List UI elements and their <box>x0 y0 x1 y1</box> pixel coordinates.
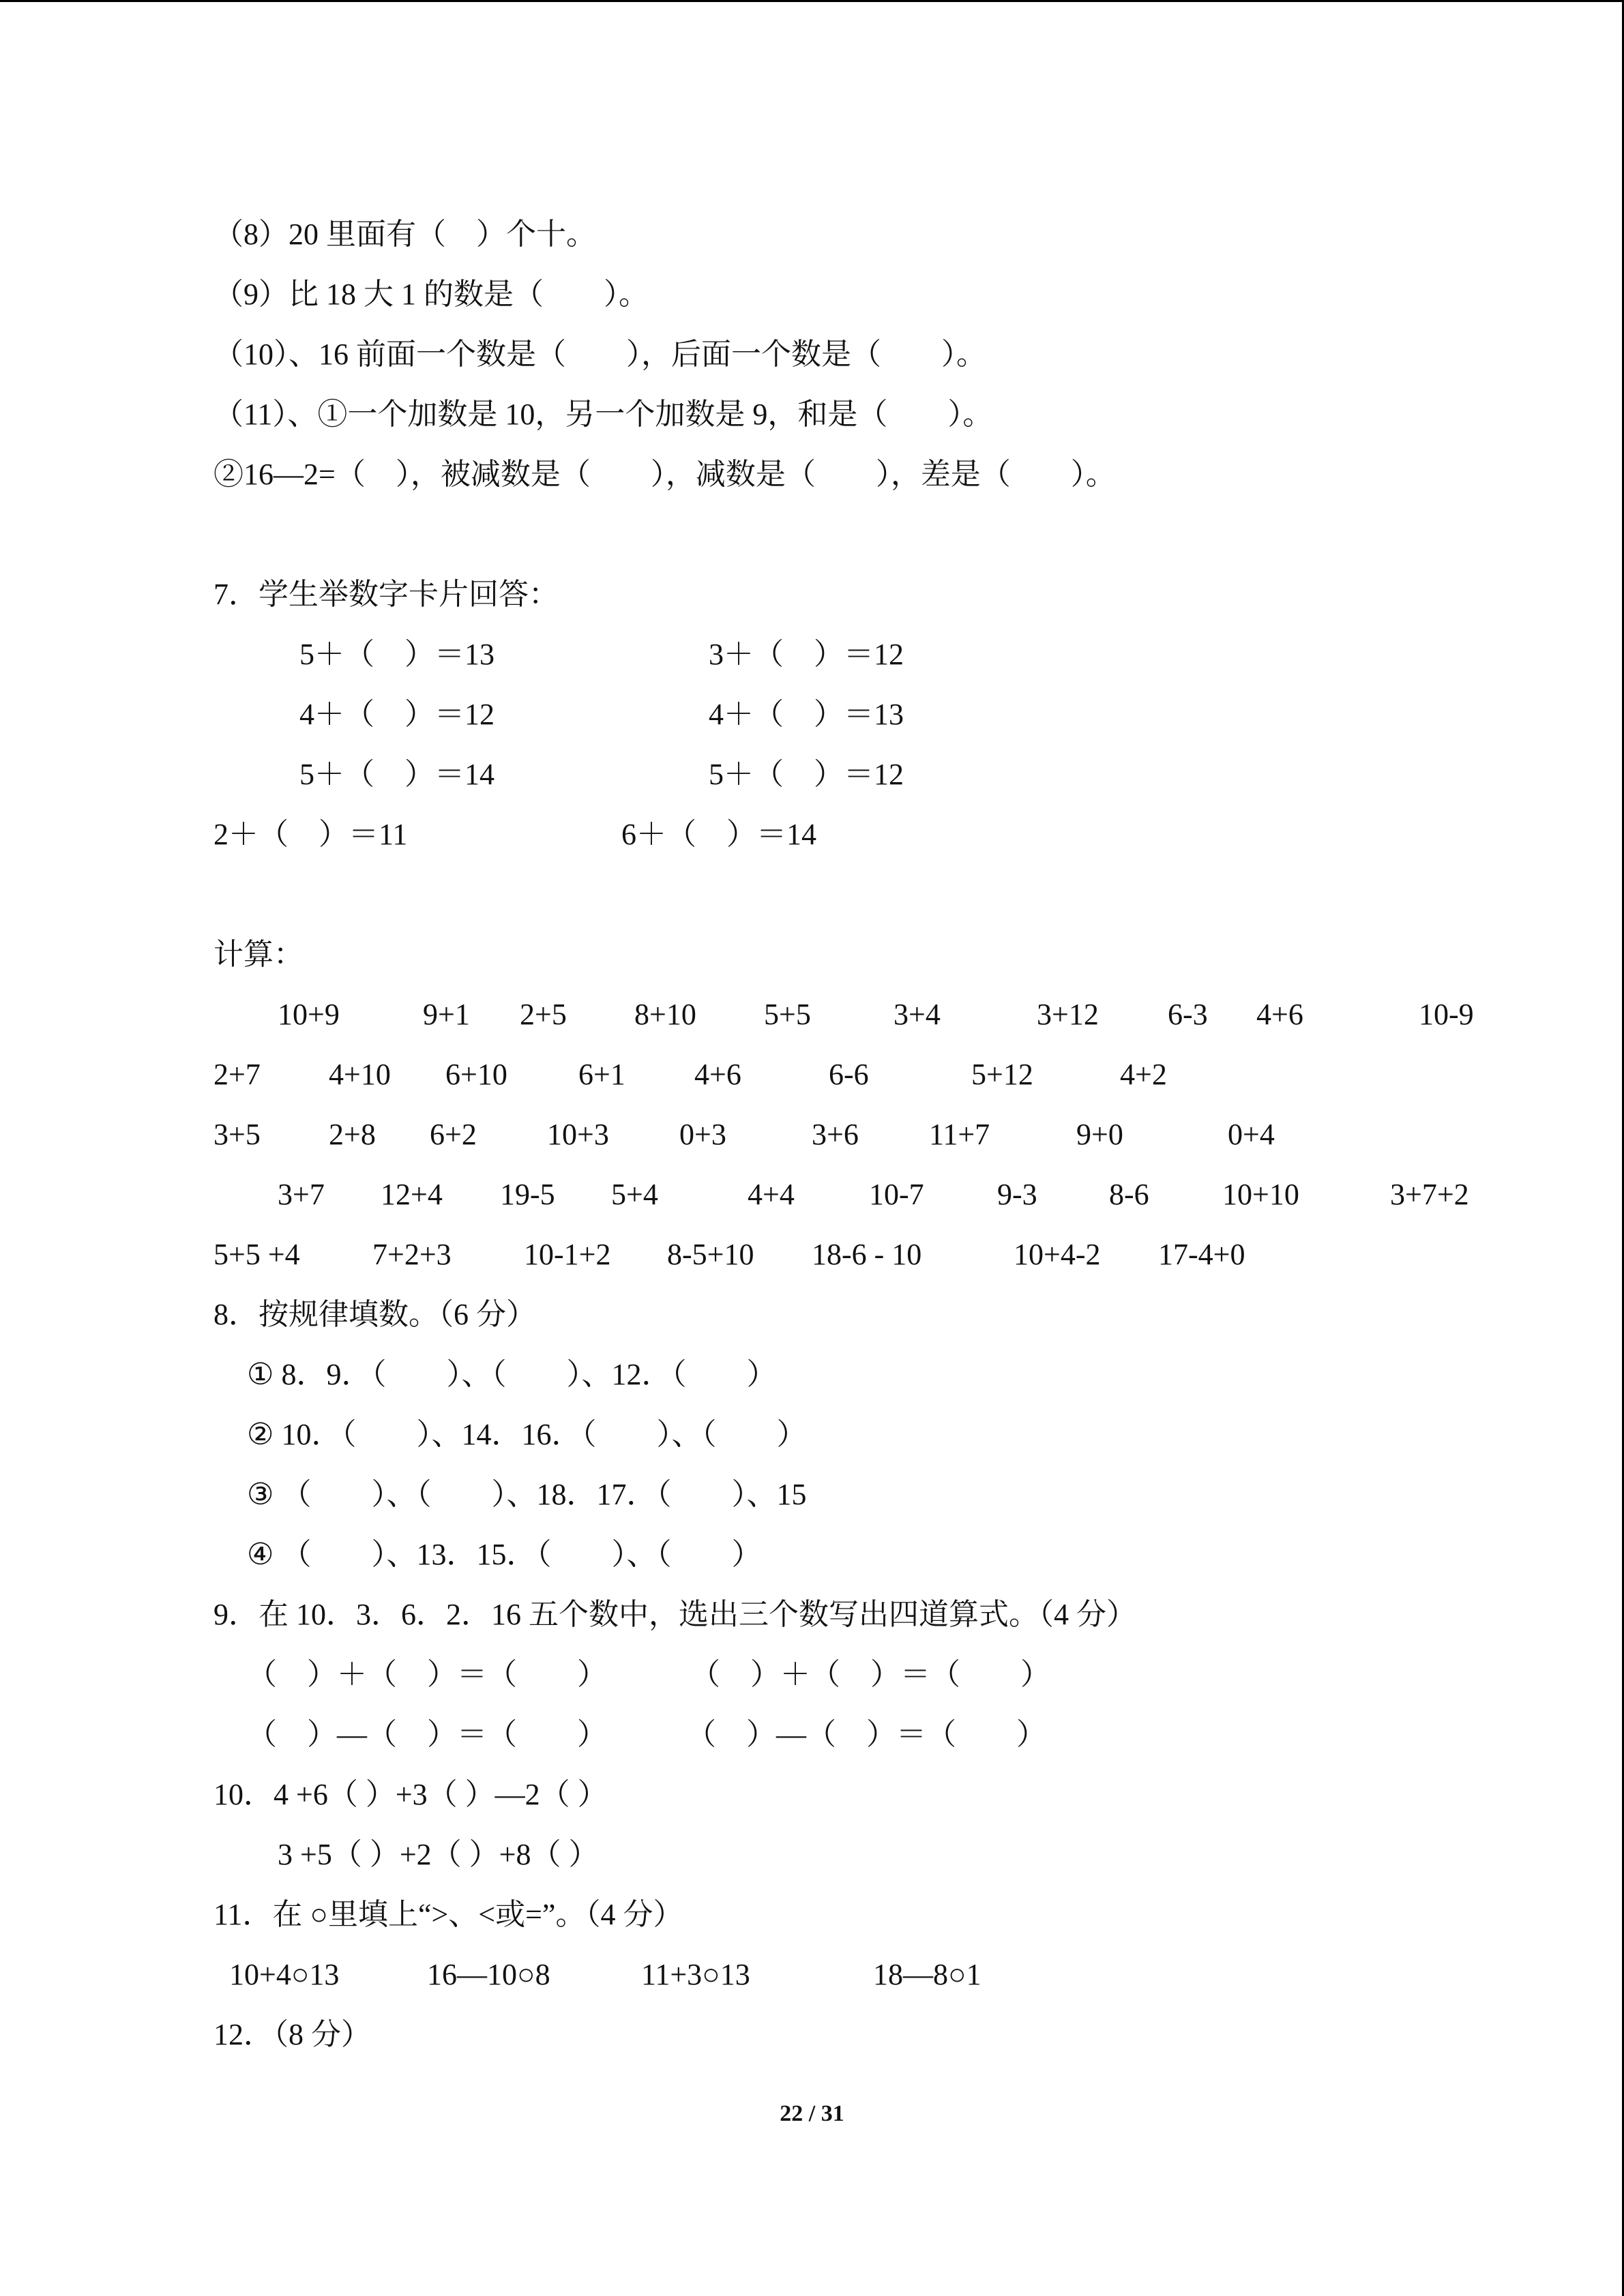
question-6-11b: ②16—2=（ ），被减数是（ ），减数是（ ），差是（ ）。 <box>213 458 1116 491</box>
calc-item: 8+10 <box>634 998 696 1031</box>
calc-item: 7+2+3 <box>372 1238 452 1271</box>
question-6-10: （10）、16 前面一个数是（ ），后面一个数是（ ）。 <box>213 338 986 371</box>
section-8-item-4: ④ （ ）、13．15．（ ）、（ ） <box>247 1538 762 1571</box>
section-11-item: 16—10○8 <box>427 1958 550 1991</box>
calc-item: 10-7 <box>869 1178 924 1211</box>
calc-item: 17-4+0 <box>1158 1238 1245 1271</box>
calc-item: 6+2 <box>430 1118 477 1151</box>
section-12-title: 12．（8 分） <box>213 2018 371 2051</box>
calc-item: 3+7+2 <box>1390 1178 1469 1211</box>
calc-item: 5+4 <box>611 1178 658 1211</box>
calc-item: 3+12 <box>1037 998 1099 1031</box>
calc-item: 5+5 +4 <box>213 1238 300 1271</box>
calc-item: 6+1 <box>578 1058 625 1091</box>
calc-item: 8-6 <box>1109 1178 1149 1211</box>
calc-item: 11+7 <box>929 1118 990 1151</box>
calc-item: 9+1 <box>423 998 470 1031</box>
calc-item: 10+9 <box>278 998 340 1031</box>
calc-item: 2+5 <box>520 998 567 1031</box>
calc-item: 9+0 <box>1076 1118 1123 1151</box>
calc-item: 10-1+2 <box>524 1238 611 1271</box>
calc-item: 0+3 <box>679 1118 726 1151</box>
page-border-top <box>0 0 1624 2</box>
calc-item: 19-5 <box>500 1178 555 1211</box>
calc-item: 5+5 <box>764 998 811 1031</box>
section-10-line-1: 10．4 +6（ ）+3（ ）—2（ ） <box>213 1778 608 1811</box>
section-7-right-3: 5＋（ ）＝12 <box>709 758 904 791</box>
section-10-line-2: 3 +5（ ）+2（ ）+8（ ） <box>278 1838 599 1871</box>
section-7-right-2: 4＋（ ）＝13 <box>709 698 904 731</box>
section-9-add-right: （ ）＋（ ）＝（ ） <box>690 1658 1050 1691</box>
section-11-item: 18—8○1 <box>873 1958 981 1991</box>
section-7-left-3: 5＋（ ）＝14 <box>299 758 494 791</box>
calc-item: 3+4 <box>894 998 941 1031</box>
calc-item: 10+10 <box>1222 1178 1299 1211</box>
section-11-title: 11．在 ○里填上“>、<或=”。（4 分） <box>213 1898 683 1931</box>
calc-title: 计算： <box>213 938 304 971</box>
calc-item: 6-6 <box>829 1058 869 1091</box>
section-7-left-1: 5＋（ ）＝13 <box>299 638 494 671</box>
section-8-title: 8．按规律填数。（6 分） <box>213 1298 536 1331</box>
calc-item: 2+8 <box>329 1118 376 1151</box>
section-9-sub-left: （ ）—（ ）＝（ ） <box>247 1718 607 1751</box>
calc-item: 12+4 <box>381 1178 443 1211</box>
calc-item: 3+6 <box>812 1118 859 1151</box>
section-7-bottom-right: 6＋（ ）＝14 <box>621 818 816 851</box>
calc-item: 18-6 - 10 <box>812 1238 922 1271</box>
calc-item: 4+10 <box>329 1058 391 1091</box>
calc-item: 4+6 <box>694 1058 741 1091</box>
section-9-title: 9．在 10．3．6．2．16 五个数中，选出三个数写出四道算式。（4 分） <box>213 1598 1136 1631</box>
calc-item: 9-3 <box>997 1178 1037 1211</box>
section-8-item-1: ① 8．9．（ ）、（ ）、12．（ ） <box>247 1358 777 1391</box>
section-8-item-2: ② 10．（ ）、14．16．（ ）、（ ） <box>247 1418 807 1451</box>
calc-item: 2+7 <box>213 1058 261 1091</box>
section-7-right-1: 3＋（ ）＝12 <box>709 638 904 671</box>
section-11-item: 11+3○13 <box>641 1958 750 1991</box>
calc-item: 10+4-2 <box>1014 1238 1101 1271</box>
section-9-sub-right: （ ）—（ ）＝（ ） <box>686 1718 1046 1751</box>
calc-item: 10+3 <box>547 1118 609 1151</box>
calc-item: 5+12 <box>971 1058 1033 1091</box>
section-11-item: 10+4○13 <box>229 1958 340 1991</box>
calc-item: 4+4 <box>748 1178 795 1211</box>
calc-item: 8-5+10 <box>667 1238 754 1271</box>
calc-item: 0+4 <box>1228 1118 1275 1151</box>
section-7-bottom-left: 2＋（ ）＝11 <box>213 818 408 851</box>
calc-item: 6-3 <box>1168 998 1208 1031</box>
section-7-left-2: 4＋（ ）＝12 <box>299 698 494 731</box>
calc-item: 10-9 <box>1419 998 1474 1031</box>
calc-item: 3+7 <box>278 1178 325 1211</box>
section-9-add-left: （ ）＋（ ）＝（ ） <box>247 1658 607 1691</box>
calc-item: 4+2 <box>1120 1058 1167 1091</box>
question-6-11a: （11）、①一个加数是 10，另一个加数是 9，和是（ ）。 <box>213 398 993 431</box>
calc-item: 4+6 <box>1256 998 1303 1031</box>
question-6-9: （9）比 18 大 1 的数是（ ）。 <box>213 278 649 311</box>
page-number: 22 / 31 <box>780 2101 844 2126</box>
calc-item: 6+10 <box>445 1058 507 1091</box>
question-6-8: （8）20 里面有（ ）个十。 <box>213 218 596 251</box>
section-8-item-3: ③ （ ）、（ ）、18．17．（ ）、15 <box>247 1478 807 1511</box>
section-7-title: 7．学生举数字卡片回答： <box>213 578 559 611</box>
calc-item: 3+5 <box>213 1118 261 1151</box>
